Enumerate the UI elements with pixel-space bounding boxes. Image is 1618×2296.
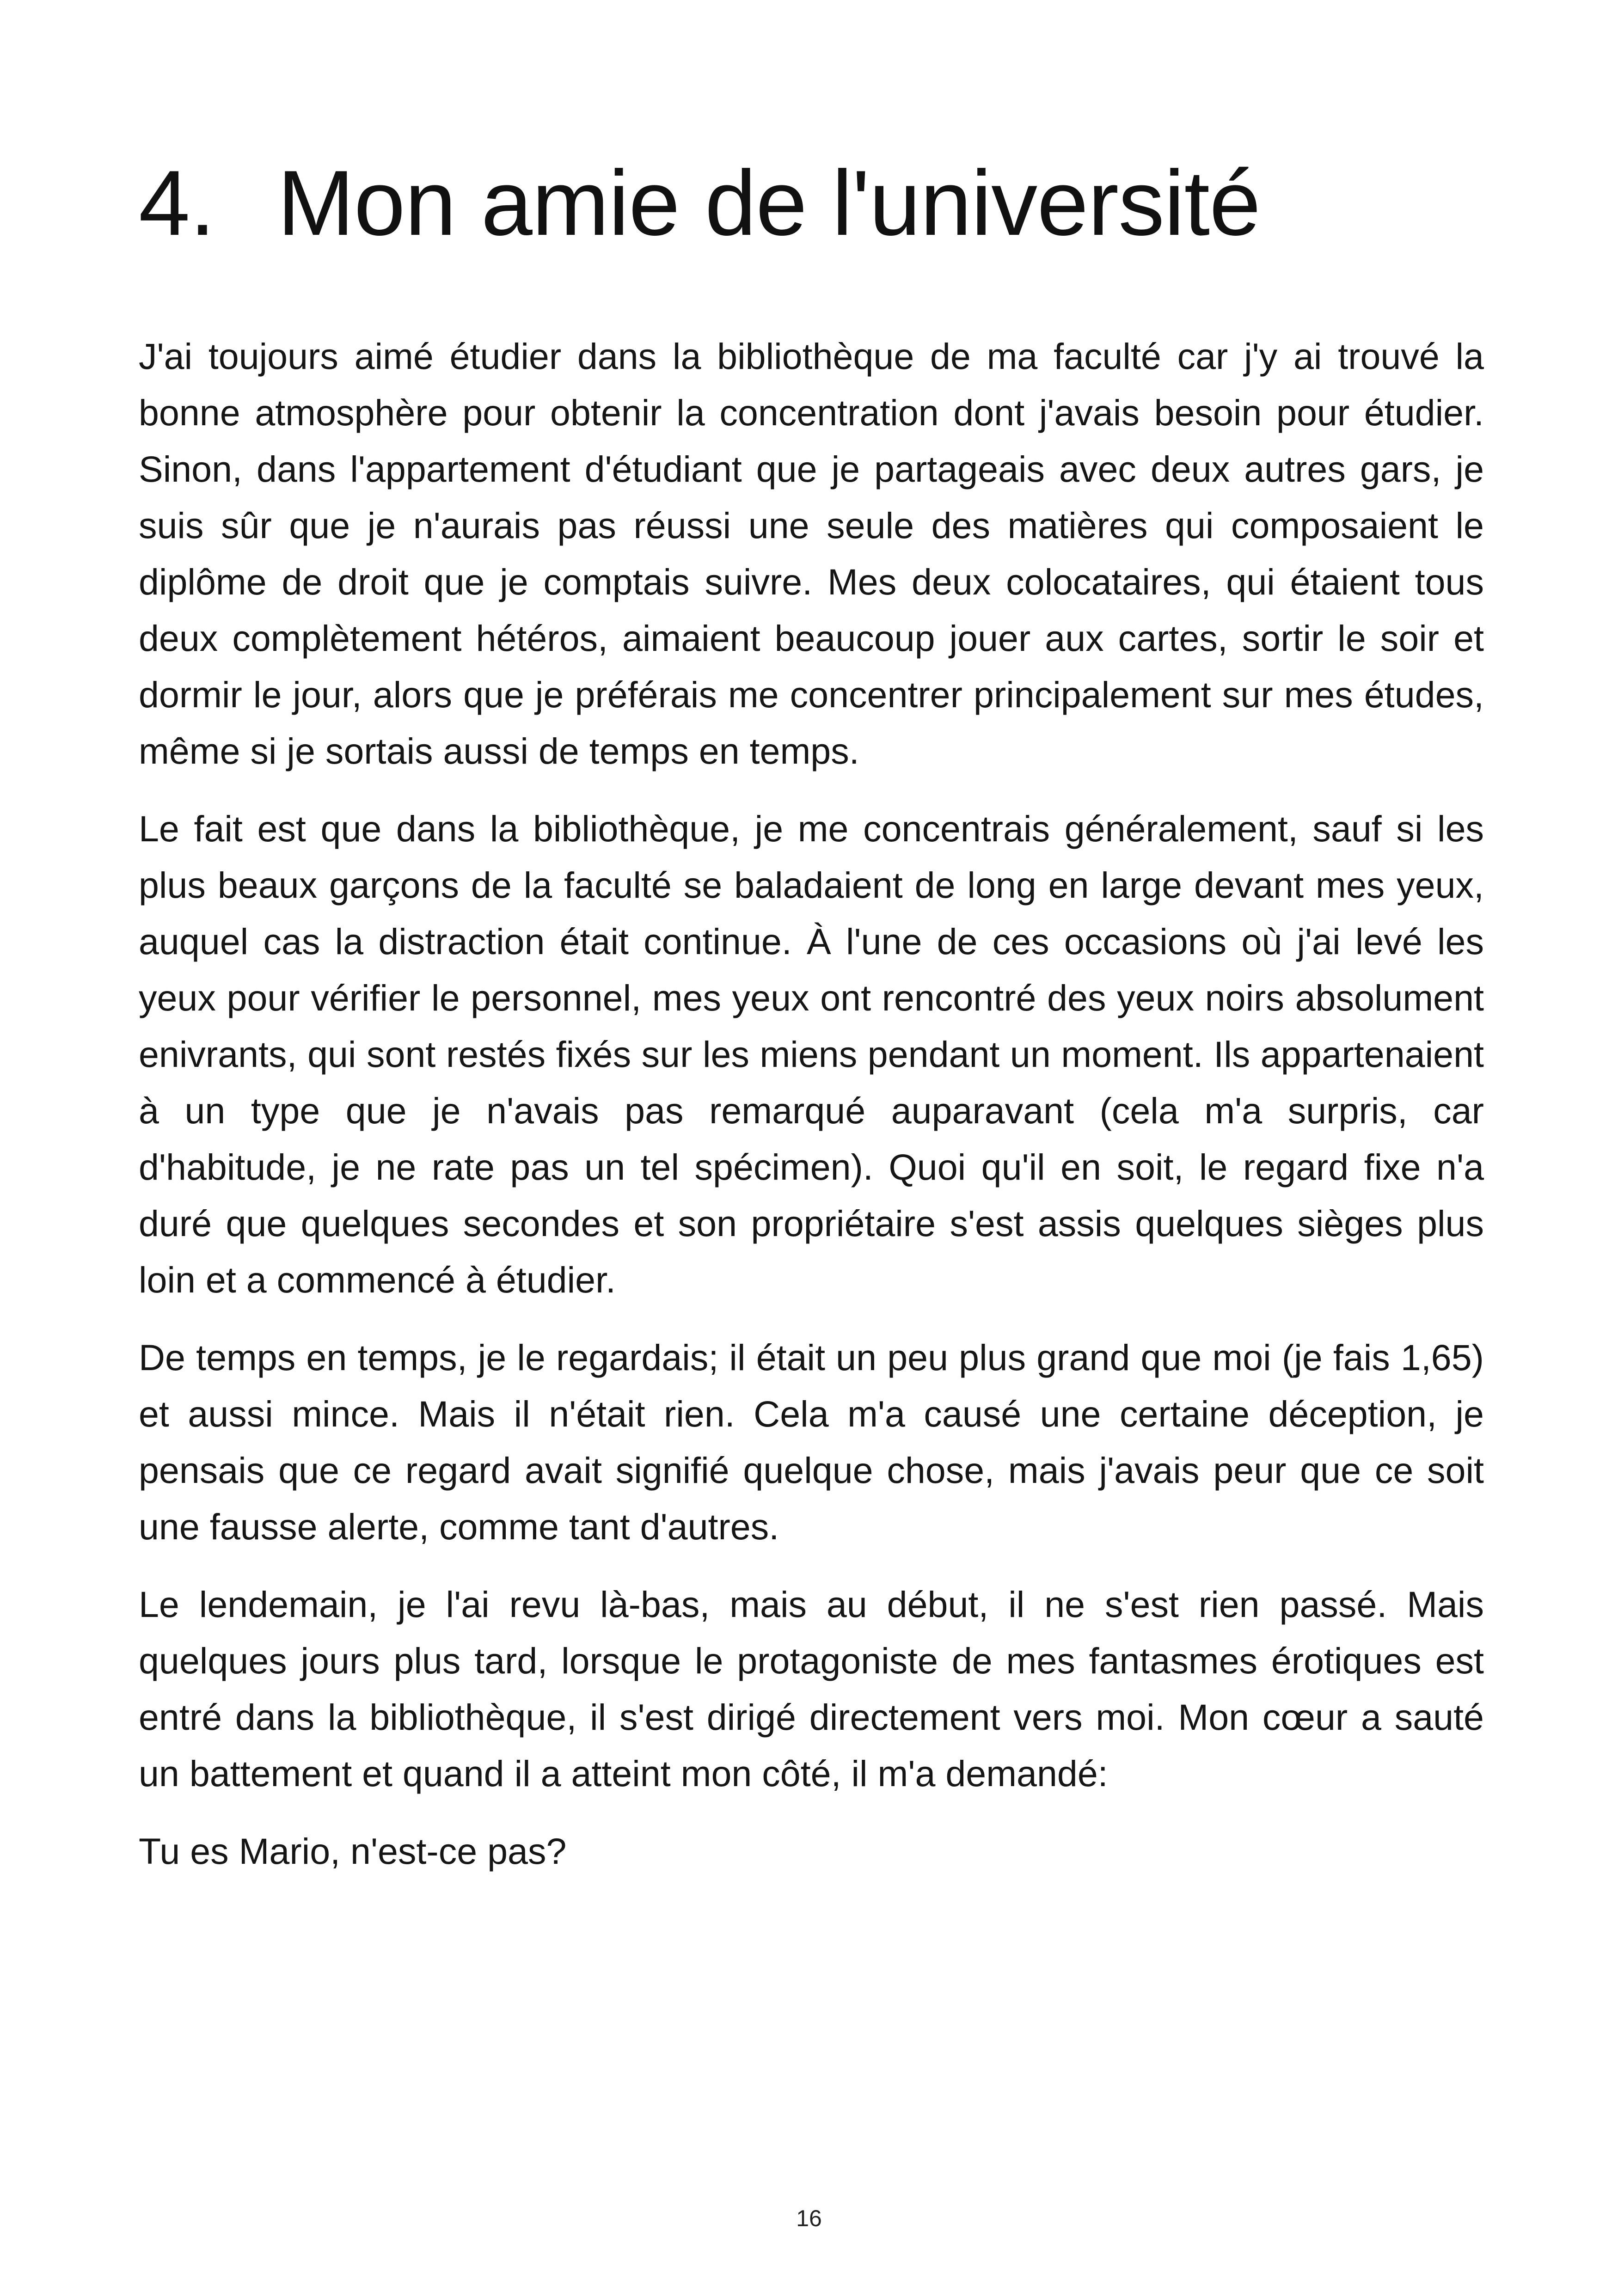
chapter-title <box>139 153 1479 254</box>
paragraph: Le fait est que dans la bibliothèque, je me concentrais généralement, sauf si les plus beaux garçons de la faculté se baladaient de long en large devant mes yeux, auquel cas la distraction était continue. À l'une de ces occasions où j'ai levé les yeux pour vérifier le personnel, mes yeux ont rencontré des yeux noirs absolument enivrants, qui sont restés fixés sur les miens pendant un moment. Ils appartenaient à un type que je n'avais pas remarqué auparavant (cela m'a surpris, car d'habitude, je ne rate pas un tel spécimen). Quoi qu'il en soit, le regard fixe n'a duré que quelques secondes et son propriétaire s'est assis quelques sièges plus loin et a commencé à étudier. <box>139 808 1484 1300</box>
body-text <box>139 328 1484 1901</box>
chapter-title-text: Mon amie de l'université <box>277 152 1261 255</box>
paragraph: Le lendemain, je l'ai revu là-bas, mais au début, il ne s'est rien passé. Mais quelques jours plus tard, lorsque le protagoniste de mes fantasmes érotiques est entré dans la bibliothèque, il s'est dirigé directement vers moi. Mon cœur a sauté un battement et quand il a atteint mon côté, il m'a demandé: <box>139 1584 1484 1794</box>
page-number: 16 <box>796 2205 822 2231</box>
chapter-number: 4. <box>139 152 215 255</box>
paragraph: J'ai toujours aimé étudier dans la bibliothèque de ma faculté car j'y ai trouvé la bonne atmosphère pour obtenir la concentration dont j'avais besoin pour étudier. Sinon, dans l'appartement d'étudiant que je partageais avec deux autres gars, je suis sûr que je n'aurais pas réussi une seule des matières qui composaient le diplôme de droit que je comptais suivre. Mes deux colocataires, qui étaient tous deux complètement hétéros, aimaient beaucoup jouer aux cartes, sortir le soir et dormir le jour, alors que je préférais me concentrer principalement sur mes études, même si je sortais aussi de temps en temps. <box>139 336 1484 771</box>
paragraph: De temps en temps, je le regardais; il était un peu plus grand que moi (je fais 1,65) et aussi mince. Mais il n'était rien. Cela m'a causé une certaine déception, je pensais que ce regard avait signifié quelque chose, mais j'avais peur que ce soit une fausse alerte, comme tant d'autres. <box>139 1337 1484 1547</box>
paragraph: Tu es Mario, n'est-ce pas? <box>139 1831 567 1872</box>
